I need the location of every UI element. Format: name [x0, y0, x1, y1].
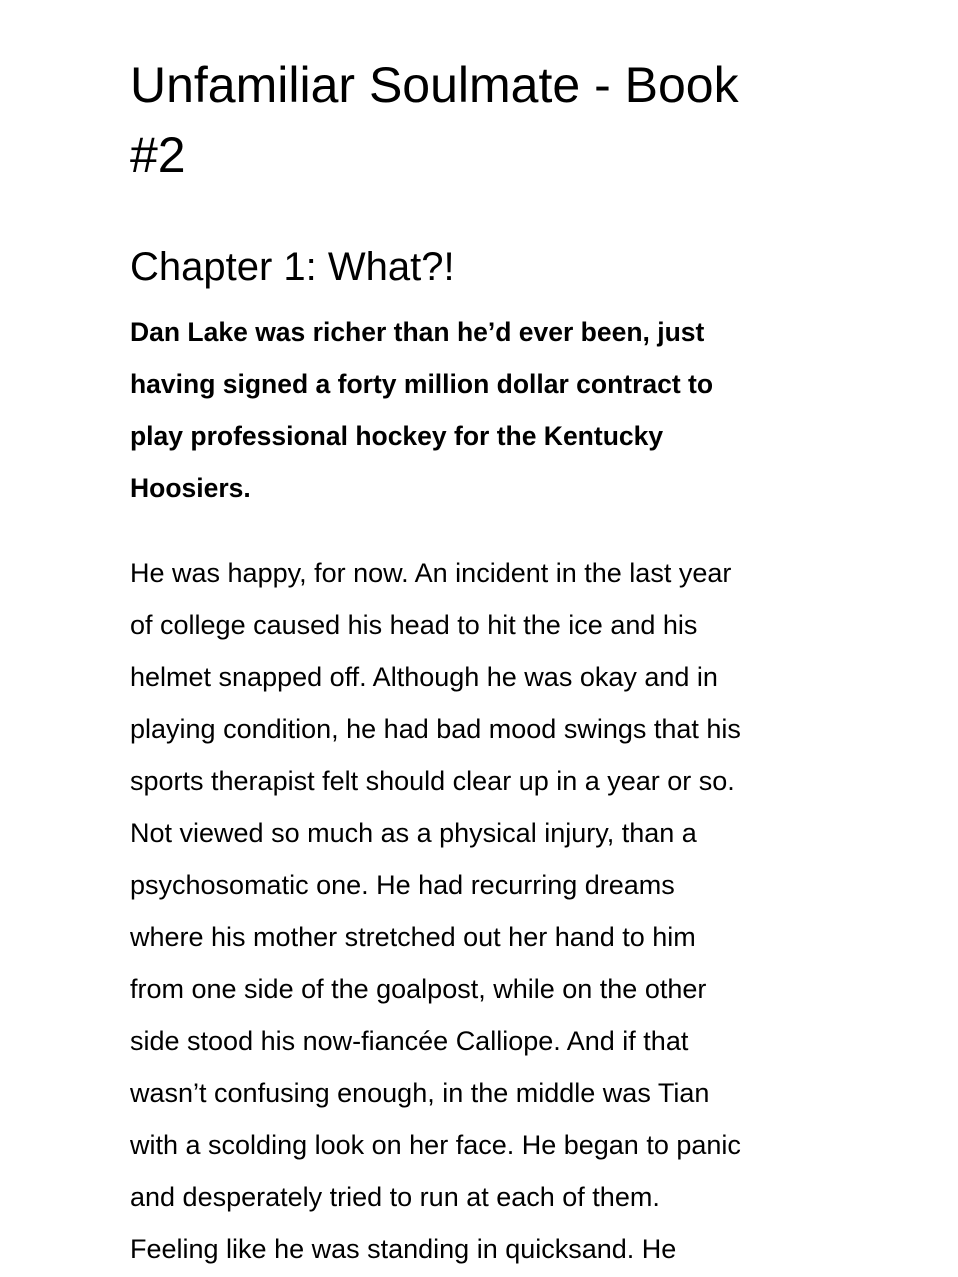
lead-line: Hoosiers. — [130, 473, 251, 503]
body-line: psychosomatic one. He had recurring dreams — [130, 870, 675, 900]
lead-line: Dan Lake was richer than he’d ever been, just — [130, 317, 705, 347]
body-line: playing condition, he had bad mood swings that his — [130, 714, 741, 744]
body-line: Not viewed so much as a physical injury, than a — [130, 818, 697, 848]
body-line: He was happy, for now. An incident in the last year — [130, 558, 732, 588]
body-line: of college caused his head to hit the ice and his — [130, 610, 698, 640]
body-line: from one side of the goalpost, while on the other — [130, 974, 707, 1004]
book-title — [130, 50, 820, 190]
body-paragraph — [130, 547, 820, 1275]
body-line: where his mother stretched out her hand to him — [130, 922, 696, 952]
lead-line: having signed a forty million dollar contract to — [130, 369, 714, 399]
chapter-title: Chapter 1: What?! — [130, 245, 455, 289]
body-line: Feeling like he was standing in quicksand. He — [130, 1234, 677, 1264]
lead-paragraph — [130, 306, 820, 514]
body-line: and desperately tried to run at each of them. — [130, 1182, 660, 1212]
body-line: with a scolding look on her face. He began to panic — [130, 1130, 741, 1160]
body-line: side stood his now-fiancée Calliope. And if that — [130, 1026, 689, 1056]
body-line: helmet snapped off. Although he was okay and in — [130, 662, 718, 692]
book-title-line: #2 — [130, 127, 186, 183]
body-line: sports therapist felt should clear up in a year or so. — [130, 766, 735, 796]
body-line: wasn’t confusing enough, in the middle was Tian — [130, 1078, 710, 1108]
book-title-line: Unfamiliar Soulmate - Book — [130, 57, 739, 113]
lead-line: play professional hockey for the Kentucky — [130, 421, 664, 451]
